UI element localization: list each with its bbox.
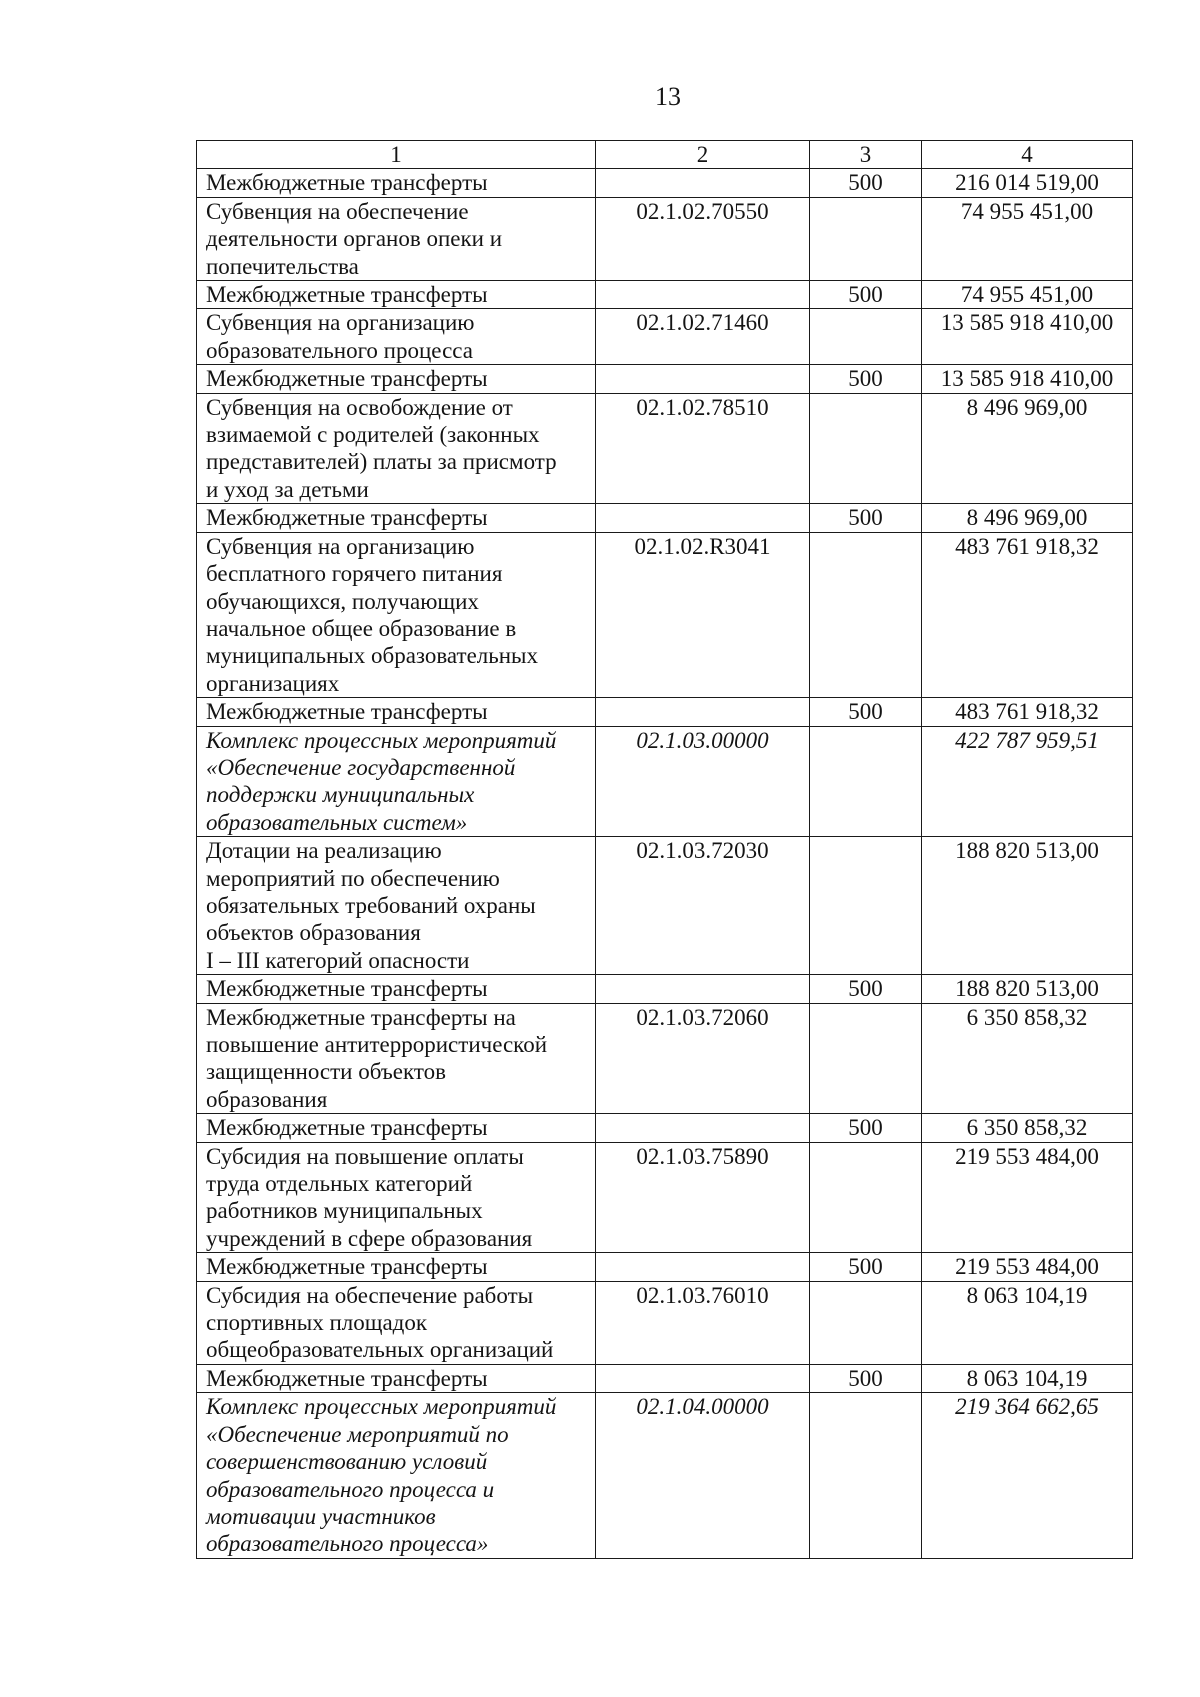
table-row bbox=[197, 365, 1133, 393]
table-row bbox=[197, 504, 1133, 532]
item-kind: 500 bbox=[810, 975, 922, 1003]
item-kind: 500 bbox=[810, 1114, 922, 1142]
item-kind: 500 bbox=[810, 169, 922, 197]
item-amount: 219 553 484,00 bbox=[922, 1142, 1133, 1253]
item-code: 02.1.02.71460 bbox=[596, 309, 810, 365]
item-code bbox=[596, 504, 810, 532]
item-amount: 74 955 451,00 bbox=[922, 281, 1133, 309]
table-row bbox=[197, 1142, 1133, 1253]
item-name: Межбюджетные трансферты bbox=[197, 169, 596, 197]
item-name: Межбюджетные трансферты bbox=[197, 365, 596, 393]
item-code: 02.1.02.70550 bbox=[596, 197, 810, 280]
item-name: Комплекс процессных мероприятий «Обеспечение мероприятий по совершенствованию условий образовательного процесса и мотивации участников образовательного процесса» bbox=[197, 1393, 596, 1558]
item-name: Межбюджетные трансферты bbox=[197, 1364, 596, 1392]
item-kind: 500 bbox=[810, 504, 922, 532]
table-row bbox=[197, 281, 1133, 309]
table-row-program bbox=[197, 1393, 1133, 1558]
header-cell: 4 bbox=[922, 141, 1133, 169]
item-code: 02.1.04.00000 bbox=[596, 1393, 810, 1558]
table-row bbox=[197, 393, 1133, 504]
item-kind bbox=[810, 532, 922, 697]
table-row bbox=[197, 975, 1133, 1003]
item-name: Дотации на реализацию мероприятий по обеспечению обязательных требований охраны объектов образования I – III категорий опасности bbox=[197, 837, 596, 975]
item-amount: 13 585 918 410,00 bbox=[922, 365, 1133, 393]
item-kind bbox=[810, 393, 922, 504]
item-amount: 219 553 484,00 bbox=[922, 1253, 1133, 1281]
item-amount: 483 761 918,32 bbox=[922, 532, 1133, 697]
table-row bbox=[197, 1253, 1133, 1281]
item-amount: 483 761 918,32 bbox=[922, 698, 1133, 726]
item-kind bbox=[810, 197, 922, 280]
item-kind bbox=[810, 1003, 922, 1114]
table-row bbox=[197, 1003, 1133, 1114]
item-amount: 6 350 858,32 bbox=[922, 1114, 1133, 1142]
item-name: Межбюджетные трансферты bbox=[197, 281, 596, 309]
table-row bbox=[197, 197, 1133, 280]
item-kind: 500 bbox=[810, 281, 922, 309]
item-code: 02.1.03.76010 bbox=[596, 1281, 810, 1364]
table-row bbox=[197, 169, 1133, 197]
item-kind: 500 bbox=[810, 1253, 922, 1281]
item-name: Межбюджетные трансферты bbox=[197, 698, 596, 726]
item-code: 02.1.02.78510 bbox=[596, 393, 810, 504]
budget-table bbox=[196, 140, 1133, 1559]
item-code: 02.1.03.00000 bbox=[596, 726, 810, 837]
item-kind: 500 bbox=[810, 365, 922, 393]
table-header-row bbox=[197, 141, 1133, 169]
item-amount: 74 955 451,00 bbox=[922, 197, 1133, 280]
item-code bbox=[596, 975, 810, 1003]
item-kind bbox=[810, 837, 922, 975]
item-name: Межбюджетные трансферты bbox=[197, 1253, 596, 1281]
item-kind bbox=[810, 309, 922, 365]
table-row bbox=[197, 837, 1133, 975]
item-amount: 188 820 513,00 bbox=[922, 837, 1133, 975]
item-name: Субвенция на освобождение от взимаемой с родителей (законных представителей) платы за присмотр и уход за детьми bbox=[197, 393, 596, 504]
item-name: Межбюджетные трансферты на повышение антитеррористической защищенности объектов образования bbox=[197, 1003, 596, 1114]
item-kind: 500 bbox=[810, 698, 922, 726]
item-amount: 6 350 858,32 bbox=[922, 1003, 1133, 1114]
item-code bbox=[596, 1253, 810, 1281]
header-cell: 2 bbox=[596, 141, 810, 169]
item-amount: 216 014 519,00 bbox=[922, 169, 1133, 197]
table-row bbox=[197, 309, 1133, 365]
item-amount: 8 063 104,19 bbox=[922, 1364, 1133, 1392]
item-amount: 8 496 969,00 bbox=[922, 393, 1133, 504]
item-kind bbox=[810, 1142, 922, 1253]
item-name: Субвенция на организацию образовательного процесса bbox=[197, 309, 596, 365]
item-amount: 8 063 104,19 bbox=[922, 1281, 1133, 1364]
item-code bbox=[596, 1364, 810, 1392]
item-kind bbox=[810, 1281, 922, 1364]
item-amount: 13 585 918 410,00 bbox=[922, 309, 1133, 365]
item-name: Межбюджетные трансферты bbox=[197, 1114, 596, 1142]
table-row bbox=[197, 1281, 1133, 1364]
page-number: 13 bbox=[655, 82, 681, 111]
item-amount: 8 496 969,00 bbox=[922, 504, 1133, 532]
item-amount: 422 787 959,51 bbox=[922, 726, 1133, 837]
item-name: Субсидия на обеспечение работы спортивных площадок общеобразовательных организаций bbox=[197, 1281, 596, 1364]
item-code bbox=[596, 365, 810, 393]
item-code: 02.1.03.72060 bbox=[596, 1003, 810, 1114]
item-code: 02.1.03.72030 bbox=[596, 837, 810, 975]
item-amount: 219 364 662,65 bbox=[922, 1393, 1133, 1558]
item-name: Межбюджетные трансферты bbox=[197, 975, 596, 1003]
item-name: Субвенция на обеспечение деятельности органов опеки и попечительства bbox=[197, 197, 596, 280]
item-code bbox=[596, 169, 810, 197]
item-code: 02.1.03.75890 bbox=[596, 1142, 810, 1253]
header-cell: 1 bbox=[197, 141, 596, 169]
item-kind: 500 bbox=[810, 1364, 922, 1392]
item-name: Субвенция на организацию бесплатного горячего питания обучающихся, получающих начальное общее образование в муниципальных образовательных организациях bbox=[197, 532, 596, 697]
item-code bbox=[596, 698, 810, 726]
item-name: Комплекс процессных мероприятий «Обеспечение государственной поддержки муниципальных образовательных систем» bbox=[197, 726, 596, 837]
table-row-program bbox=[197, 726, 1133, 837]
item-code bbox=[596, 1114, 810, 1142]
item-code bbox=[596, 281, 810, 309]
item-kind bbox=[810, 726, 922, 837]
table-row bbox=[197, 532, 1133, 697]
item-amount: 188 820 513,00 bbox=[922, 975, 1133, 1003]
item-code: 02.1.02.R3041 bbox=[596, 532, 810, 697]
header-cell: 3 bbox=[810, 141, 922, 169]
table-row bbox=[197, 698, 1133, 726]
table-row bbox=[197, 1114, 1133, 1142]
item-kind bbox=[810, 1393, 922, 1558]
item-name: Межбюджетные трансферты bbox=[197, 504, 596, 532]
item-name: Субсидия на повышение оплаты труда отдельных категорий работников муниципальных учреждений в сфере образования bbox=[197, 1142, 596, 1253]
table-row bbox=[197, 1364, 1133, 1392]
